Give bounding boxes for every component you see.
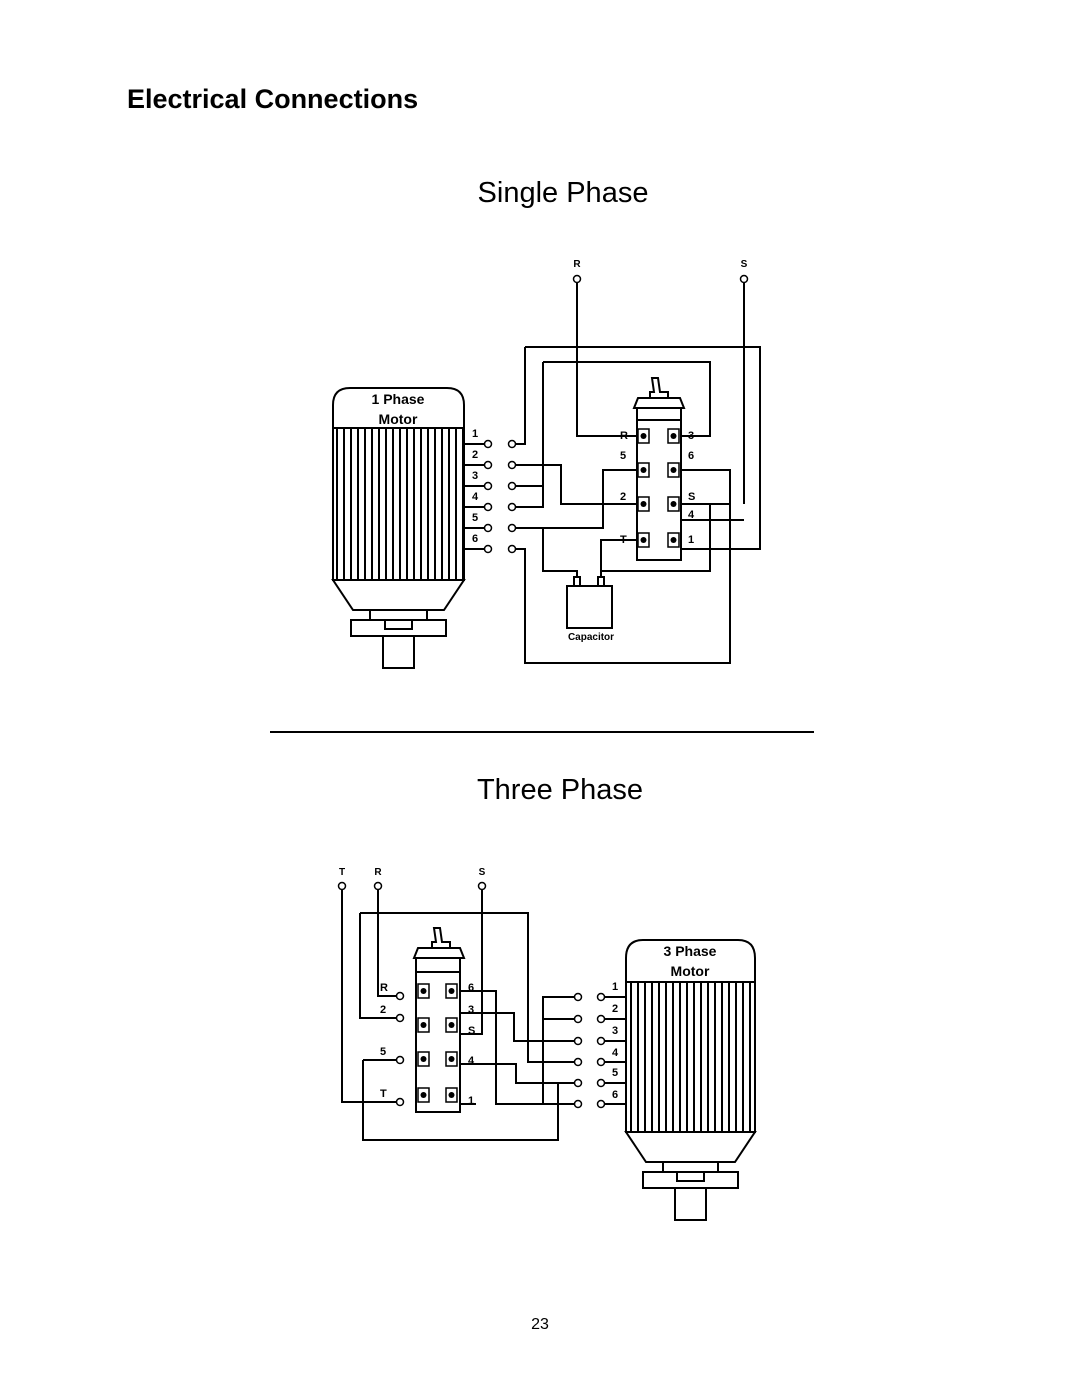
- single-phase-title: Single Phase: [477, 177, 649, 209]
- three-switch-left-label: T: [380, 1088, 387, 1100]
- three-motor-terminals: [575, 981, 627, 1108]
- single-motor-label-line1: 1 Phase: [371, 391, 425, 407]
- single-switch-right-label: 4: [688, 509, 695, 521]
- single-motor-terminal-label: 3: [472, 470, 479, 482]
- three-switch-left-label: 5: [380, 1046, 387, 1058]
- three-phase-title: Three Phase: [476, 774, 644, 806]
- page-number: 23: [531, 1316, 549, 1333]
- three-motor-terminal-label: 5: [612, 1067, 619, 1079]
- three-switch-right-label: 3: [468, 1004, 475, 1016]
- three-switch-right-label: S: [468, 1025, 476, 1037]
- single-switch-left-label: R: [620, 430, 628, 442]
- three-motor-terminal-label: 6: [612, 1089, 619, 1101]
- three-phase-motor: [626, 940, 755, 1220]
- page-title: Electrical Connections: [127, 84, 419, 114]
- single-switch-left-label: 5: [620, 450, 627, 462]
- single-switch-right-label: S: [688, 491, 696, 503]
- three-phase-wiring: [342, 890, 574, 1140]
- three-motor-terminal-label: 2: [612, 1003, 619, 1015]
- three-switch-left-label: 2: [380, 1004, 387, 1016]
- single-line-label-r: R: [573, 259, 581, 270]
- three-switch-right-label: 4: [468, 1055, 475, 1067]
- single-switch-right-label: 3: [688, 430, 695, 442]
- single-motor-label-line2: Motor: [378, 411, 418, 427]
- three-line-label-s: S: [478, 867, 486, 878]
- three-motor-terminal-label: 3: [612, 1025, 619, 1037]
- three-line-label-r: R: [374, 867, 382, 878]
- single-switch-right-label: 6: [688, 450, 695, 462]
- single-motor-terminal-label: 4: [472, 491, 479, 503]
- three-motor-label-line1: 3 Phase: [663, 943, 717, 959]
- single-motor-terminal-label: 1: [472, 428, 479, 440]
- single-switch-left-label: 2: [620, 491, 627, 503]
- single-switch-right-label: 1: [688, 534, 695, 546]
- three-switch-left-label: R: [380, 982, 388, 994]
- three-phase-switch: [380, 928, 475, 1112]
- three-motor-terminal-label: 1: [612, 981, 619, 993]
- capacitor-label: Capacitor: [567, 632, 615, 643]
- single-switch-left-label: T: [620, 534, 627, 546]
- three-motor-terminal-label: 4: [612, 1047, 619, 1059]
- three-motor-label-line2: Motor: [670, 963, 710, 979]
- three-switch-right-label: 6: [468, 982, 475, 994]
- single-motor-terminal-label: 5: [472, 512, 479, 524]
- single-motor-terminal-label: 2: [472, 449, 479, 461]
- three-switch-right-label: 1: [468, 1095, 475, 1107]
- single-motor-terminal-label: 6: [472, 533, 479, 545]
- three-line-label-t: T: [338, 867, 346, 878]
- single-line-label-s: S: [740, 259, 748, 270]
